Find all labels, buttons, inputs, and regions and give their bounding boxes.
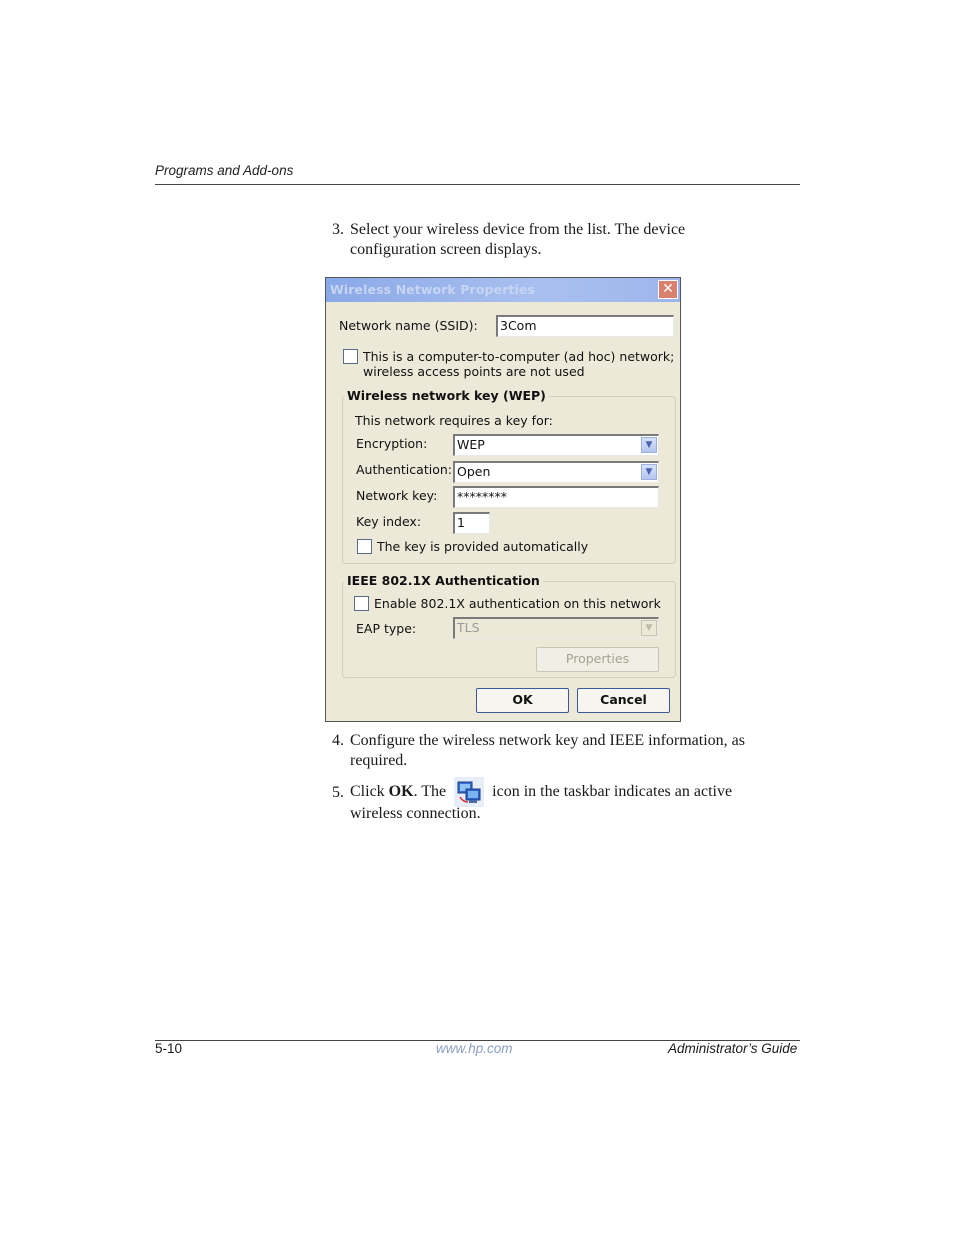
ssid-input[interactable]: 3Com: [496, 315, 674, 337]
step-3: [332, 220, 792, 259]
enable-8021x-label: Enable 802.1X authentication on this network: [374, 596, 661, 611]
enable-8021x-checkbox[interactable]: [354, 596, 369, 611]
wireless-connection-icon: [454, 777, 484, 807]
close-icon: ✕: [662, 281, 674, 297]
running-header: Programs and Add-ons: [155, 163, 294, 178]
chevron-down-icon: ▼: [645, 467, 653, 477]
footer-guide-title: Administrator’s Guide: [668, 1041, 798, 1056]
chevron-down-icon: ▼: [645, 440, 653, 450]
network-key-input[interactable]: ********: [453, 486, 659, 508]
ok-button[interactable]: OK: [476, 688, 569, 713]
close-button[interactable]: [658, 280, 678, 299]
properties-button[interactable]: Properties: [536, 647, 659, 672]
step-text-pre: Click: [350, 783, 389, 800]
ieee-group-title: IEEE 802.1X Authentication: [344, 573, 543, 588]
title-bar[interactable]: [326, 278, 680, 302]
step-number: 5.: [332, 784, 344, 801]
chevron-down-icon: ▼: [645, 623, 653, 633]
adhoc-label-line2: wireless access points are not used: [363, 364, 585, 379]
step-text-mid: . The: [413, 783, 447, 800]
ssid-label: Network name (SSID):: [339, 318, 478, 333]
authentication-value: Open: [457, 464, 491, 479]
page-number: 5-10: [155, 1041, 183, 1056]
auto-key-checkbox[interactable]: [357, 539, 372, 554]
network-key-label: Network key:: [356, 488, 438, 503]
dialog-title: Wireless Network Properties: [330, 282, 535, 297]
adhoc-checkbox[interactable]: [343, 349, 358, 364]
ok-emphasis: OK: [388, 783, 414, 800]
eap-type-value: TLS: [457, 620, 480, 635]
authentication-label: Authentication:: [356, 462, 452, 477]
step-text-post: icon in the taskbar indicates an active: [492, 783, 733, 800]
requires-key-label: This network requires a key for:: [355, 413, 553, 428]
step-4: [332, 731, 792, 770]
authentication-select[interactable]: [453, 461, 659, 483]
authentication-dropdown-button[interactable]: [641, 464, 657, 480]
step-text-line2: wireless connection.: [350, 805, 481, 822]
cancel-button[interactable]: Cancel: [577, 688, 670, 713]
step-5: [332, 775, 772, 824]
footer-url[interactable]: www.hp.com: [436, 1041, 513, 1056]
encryption-label: Encryption:: [356, 436, 428, 451]
step-number: 3.: [332, 221, 344, 238]
step-text: Select your wireless device from the list. The device configuration screen displays.: [350, 221, 686, 258]
adhoc-label-line1: This is a computer-to-computer (ad hoc) network;: [363, 349, 675, 364]
wep-group-title: Wireless network key (WEP): [344, 388, 549, 403]
eap-dropdown-button[interactable]: [641, 620, 657, 636]
eap-type-label: EAP type:: [356, 621, 417, 636]
encryption-select[interactable]: [453, 434, 659, 456]
key-index-label: Key index:: [356, 514, 422, 529]
step-number: 4.: [332, 732, 344, 749]
header-rule: [155, 184, 800, 185]
step-text: Configure the wireless network key and IEEE information, as required.: [350, 732, 745, 769]
encryption-value: WEP: [457, 437, 485, 452]
auto-key-label: The key is provided automatically: [377, 539, 589, 554]
wireless-properties-dialog: [325, 277, 681, 722]
eap-type-select[interactable]: [453, 617, 659, 639]
encryption-dropdown-button[interactable]: [641, 437, 657, 453]
key-index-input[interactable]: 1: [453, 512, 490, 534]
